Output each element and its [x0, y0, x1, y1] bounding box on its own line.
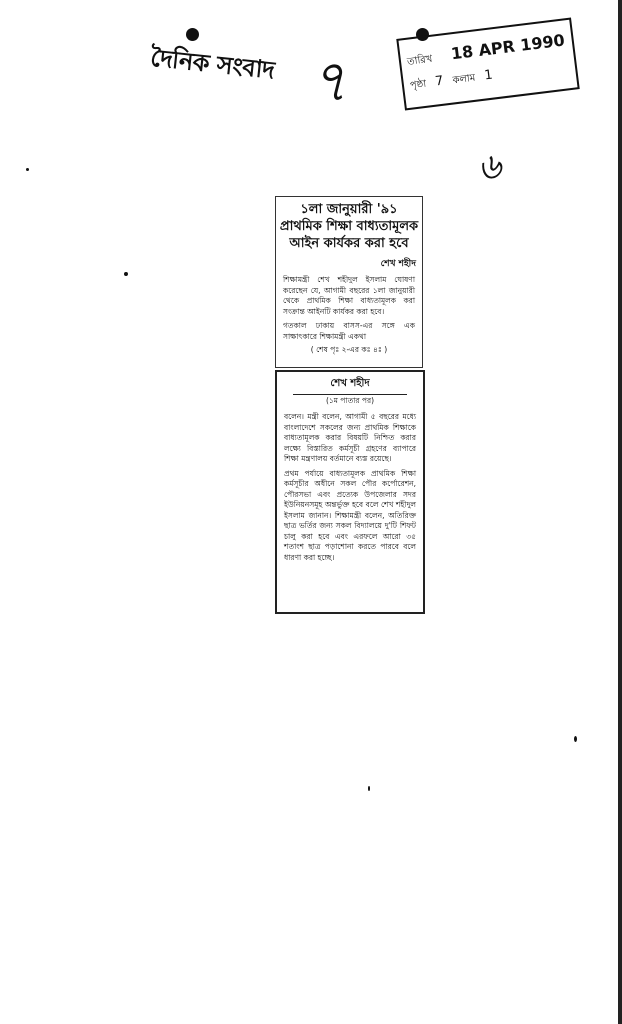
article-headline: ১লা জানুয়ারী '৯১ প্রাথমিক শিক্ষা বাধ্যতামূলক আইন কার্যকর করা হবে [279, 202, 419, 251]
stamp-column-value: 1 [483, 67, 494, 84]
stamp-page-label: পৃষ্ঠা [409, 78, 427, 92]
continuation-clipping [275, 370, 425, 614]
continuation-note: ( শেষ পৃঃ ২-এর কঃ ৪ঃ ) [310, 345, 388, 354]
article-paragraph: গতকাল ঢাকায় বাসস-এর সঙ্গে এক সাক্ষাৎকারে শিক্ষামন্ত্রী একথা [283, 321, 415, 341]
stamp-page-value: 7 [434, 73, 445, 90]
article-clipping [275, 196, 423, 368]
stamp-date-label: তারিখ [406, 53, 434, 68]
handwritten-mark: ৬ [474, 145, 504, 190]
punch-hole-left [186, 28, 199, 41]
page-edge [618, 0, 622, 1024]
ink-speck [368, 786, 370, 791]
stamp-date-value: 18 APR 1990 [449, 30, 566, 64]
newspaper-name: দৈনিক সংবাদ [149, 43, 276, 85]
stamp-column-label: কলাম [451, 72, 477, 87]
ink-speck [574, 736, 577, 742]
continuation-paragraph: বলেন। মন্ত্রী বলেন, আগামী ৫ বছরের মধ্যে বাংলাদেশে সকলের জন্য প্রাথমিক শিক্ষাকে বাধ্যতামূলক করার বিষয়টি নিশ্চিত করার লক্ষ্যে বিস্তারিত কর্মসূচী গ্রহণের ব্যাপারে শিক্ষা মন্ত্রণালয় বর্তমানে ব্যস্ত রয়েছে। [284, 412, 416, 463]
handwritten-numeral: ৭ [310, 47, 348, 115]
ink-speck [124, 272, 128, 276]
ink-speck [26, 168, 29, 171]
continuation-paragraph: প্রথম পর্যায়ে বাধ্যতামূলক প্রাথমিক শিক্ষা কর্মসূচীর অধীনে সকল পৌর কর্পোরেশন, পৌরসভা এবং প্রত্যেক উপজেলার সদর ইউনিয়নসমূহ অন্তর্ভুক্ত হবে বলে শেখ শহীদুল ইসলাম জানান। শিক্ষামন্ত্রী বলেন, অতিরিক্ত ছাত্র ভর্তির জন্য সকল বিদ্যালয়ে দু'টি শিফট চালু করা হবে এবং এরফলে আরো ৩৫ শতাংশ ছাত্র পড়াশোনা করতে পারবে বলে ধারণা করা হচ্ছে। [284, 468, 416, 562]
continuation-from-page: (১ম পাতার পর) [325, 396, 375, 405]
article-paragraph: শিক্ষামন্ত্রী শেখ শহীদুল ইসলাম ঘোষণা করেছেন যে, আগামী বছরের ১লা জানুয়ারী থেকে প্রাথমিক শিক্ষা বাধ্যতামূলক করা সংক্রান্ত আইনটি কার্যকর করা হবে। [283, 275, 415, 316]
continuation-title: শেখ শহীদ [293, 376, 407, 395]
stamp-page-row [409, 67, 500, 96]
stamp-date-row [406, 31, 566, 72]
article-byline: শেখ শহীদ [380, 259, 416, 269]
